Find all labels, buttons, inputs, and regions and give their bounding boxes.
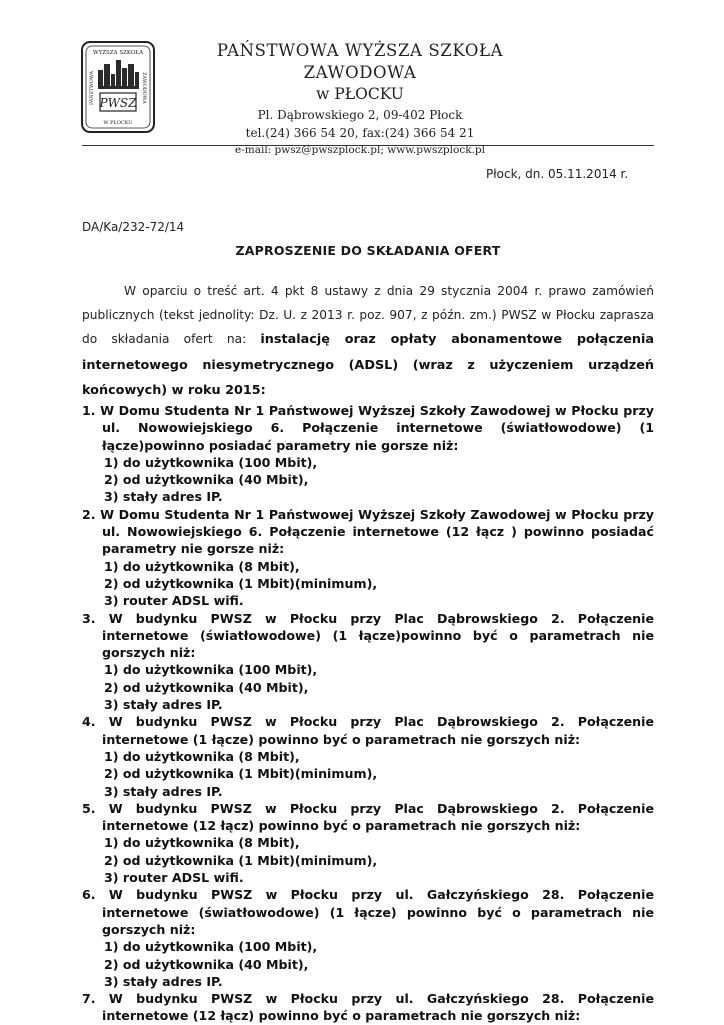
list-item: [82, 886, 654, 990]
document-title: ZAPROSZENIE DO SKŁADANIA OFERT: [235, 243, 501, 258]
document-date: Płock, dn. 05.11.2014 r.: [486, 167, 629, 181]
list-subitem: 2) od użytkownika (1 Mbit)(minimum),: [104, 852, 378, 868]
pwsz-logo-icon: [80, 40, 156, 134]
list-subitem: 2) od użytkownika (1 Mbit)(minimum),: [104, 575, 378, 591]
intro-paragraph: [82, 279, 654, 403]
intro-bold-text: instalację oraz opłaty abonamentowe połączenia internetowego niesymetrycznego (ADSL) (wraz z użyczeniem urządzeń końcowych) w roku 2015:: [82, 332, 655, 398]
list-item: [82, 990, 654, 1025]
list-subitem: 3) stały adres IP.: [104, 973, 223, 989]
list-subitem: 3) router ADSL wifi.: [104, 593, 244, 609]
list-subitem: 2) od użytkownika (40 Mbit),: [104, 956, 309, 972]
intro-plain-text: W oparciu o treść art. 4 pkt 8 ustawy z dnia 29 stycznia 2004 r. prawo zamówień publicznych (tekst jednolity: Dz. U. z 2013 r. poz. 907, z późn. zm.) PWSZ w Płocku zaprasza do składania ofert na:: [82, 284, 654, 347]
list-subitem: 2) od użytkownika (1 Mbit)(minimum),: [104, 766, 378, 782]
list-subitem: 1) do użytkownika (8 Mbit),: [104, 558, 300, 574]
list-subitem: 1) do użytkownika (100 Mbit),: [104, 662, 318, 678]
logo-bottom-text: W PŁOCKU: [103, 120, 133, 126]
header-divider: [82, 145, 654, 146]
list-item-text: 7. W budynku PWSZ w Płocku przy ul. Gałczyńskiego 28. Połączenie internetowe (12 łącz) powinno być o parametrach nie gorszych niż:: [82, 991, 654, 1024]
skyline-icon: [98, 60, 139, 89]
list-item: [82, 800, 654, 886]
list-item: [82, 402, 654, 506]
requirements-list: [82, 402, 654, 1025]
list-item: [82, 610, 654, 714]
document-reference: DA/Ka/232-72/14: [82, 220, 185, 234]
list-subitem: 1) do użytkownika (8 Mbit),: [104, 835, 300, 851]
list-subitem: 3) stały adres IP.: [104, 489, 223, 505]
letterhead: [160, 40, 560, 158]
list-item: [82, 713, 654, 799]
institution-phone: tel.(24) 366 54 20, fax:(24) 366 54 21: [245, 126, 475, 140]
list-subitem: 2) od użytkownika (40 Mbit),: [104, 679, 309, 695]
list-subitem: 3) stały adres IP.: [104, 783, 223, 799]
list-item-text: 2. W Domu Studenta Nr 1 Państwowej Wyższej Szkoły Zawodowej w Płocku przy ul. Nowowiejskiego 6. Połączenie internetowe (12 łącz ) powinno posiadać parametry nie gorsze niż:: [82, 506, 654, 557]
list-item-text: 3. W budynku PWSZ w Płocku przy Plac Dąbrowskiego 2. Połączenie internetowe (światłowodowe) (1 łącze)powinno być o parametrach nie gorszych niż:: [82, 610, 654, 661]
list-item-text: 6. W budynku PWSZ w Płocku przy ul. Gałczyńskiego 28. Połączenie internetowe (światłowodowe) (1 łącze) powinno być o parametrach nie gorszych niż:: [82, 887, 654, 937]
logo-left-text: PAŃSTWOWA: [90, 71, 95, 105]
logo-right-text: ZAWODOWA: [141, 72, 146, 104]
list-item-text: 5. W budynku PWSZ w Płocku przy Plac Dąbrowskiego 2. Połączenie internetowe (12 łącz) powinno być o parametrach nie gorszych niż:: [82, 800, 654, 834]
logo-top-text: WYŻSZA SZKOŁA: [92, 50, 144, 56]
list-subitem: 1) do użytkownika (8 Mbit),: [104, 748, 300, 764]
institution-name: PAŃSTWOWA WYŻSZA SZKOŁA ZAWODOWA: [216, 41, 504, 82]
list-subitem: 3) stały adres IP.: [104, 697, 223, 713]
institution-city: w PŁOCKU: [316, 85, 404, 103]
institution-email: e-mail: pwsz@pwszplock.pl; www.pwszplock.pl: [234, 144, 485, 156]
list-item-text: 1. W Domu Studenta Nr 1 Państwowej Wyższej Szkoły Zawodowej w Płocku przy ul. Nowowiejskiego 6. Połączenie internetowe (światłowodowe) (1 łącze)powinno posiadać parametry nie gorsze niż:: [82, 403, 654, 453]
logo-center-text: PWSZ: [99, 96, 137, 110]
list-item-text: 4. W budynku PWSZ w Płocku przy Plac Dąbrowskiego 2. Połączenie internetowe (1 łącze) powinno być o parametrach nie gorszych niż:: [82, 714, 654, 747]
list-subitem: 1) do użytkownika (100 Mbit),: [104, 939, 318, 955]
institution-address: Pl. Dąbrowskiego 2, 09-402 Płock: [257, 108, 463, 122]
list-subitem: 3) router ADSL wifi.: [104, 870, 244, 886]
list-subitem: 1) do użytkownika (100 Mbit),: [104, 454, 318, 470]
list-subitem: 2) od użytkownika (40 Mbit),: [104, 472, 309, 488]
list-item: [82, 506, 654, 610]
